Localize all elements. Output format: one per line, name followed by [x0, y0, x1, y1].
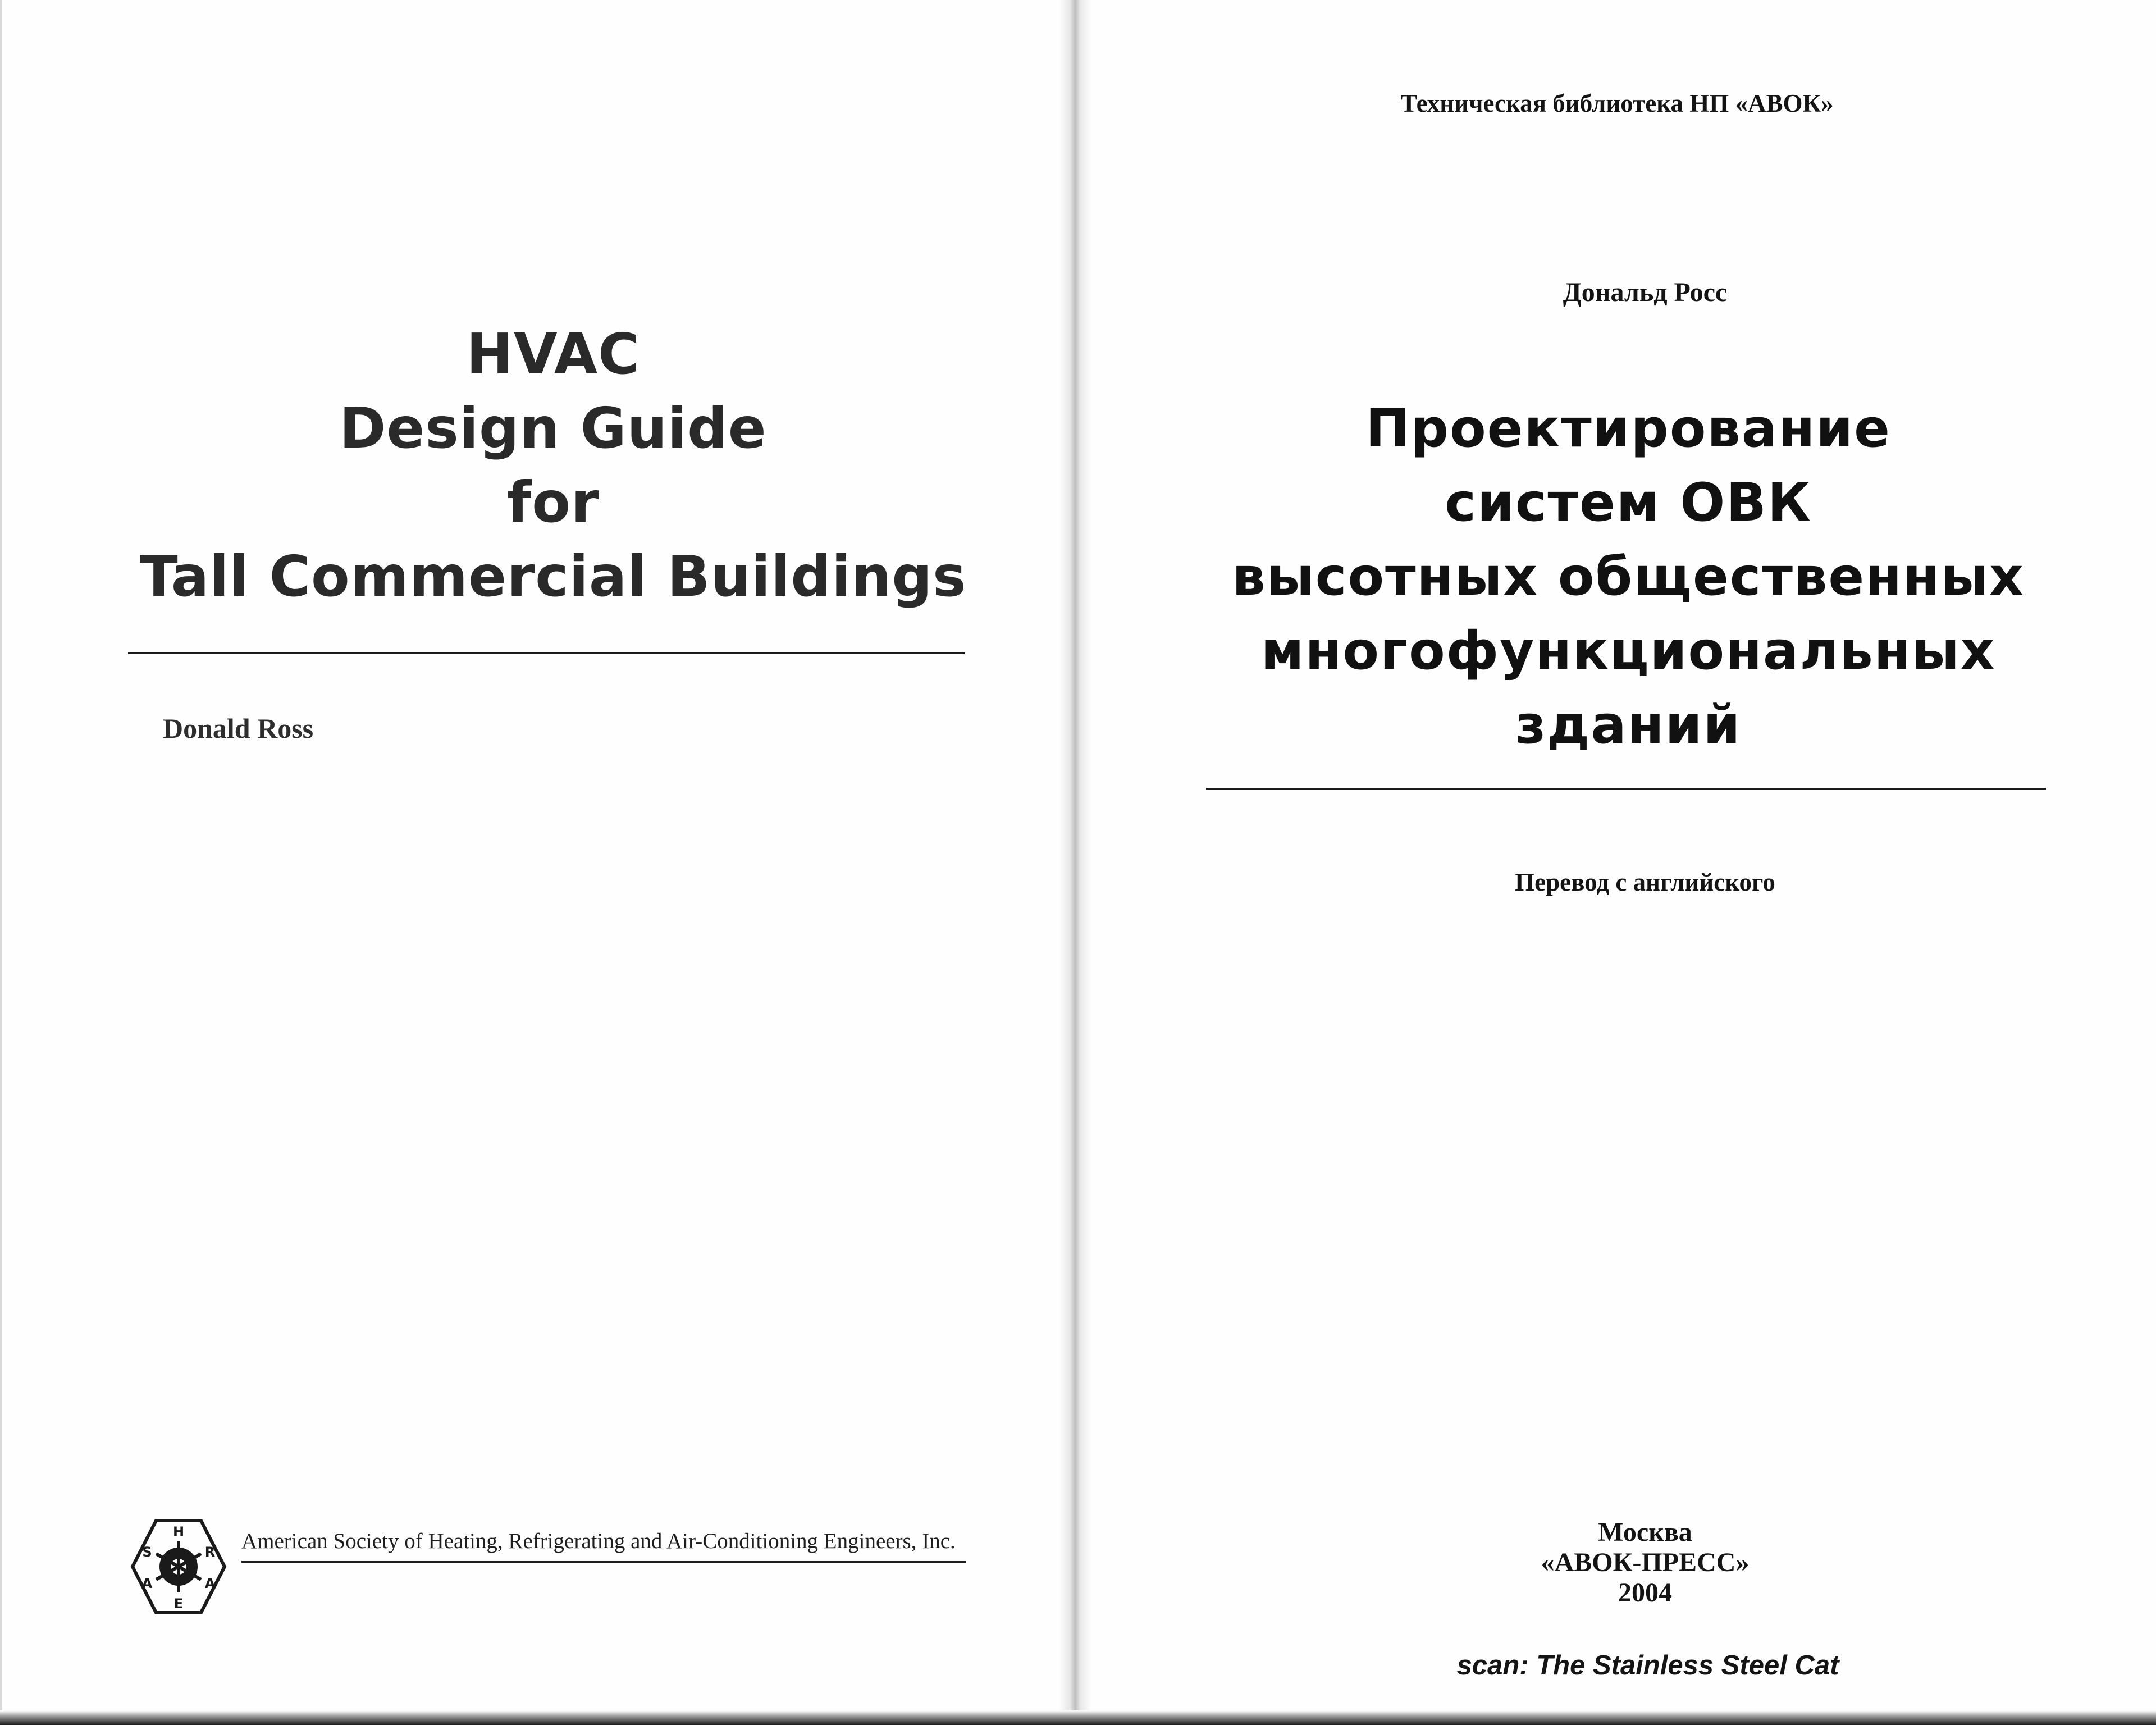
publisher-name-english: American Society of Heating, Refrigerating and Air-Conditioning Engineers, Inc.: [241, 1529, 956, 1553]
title-divider-right: [1206, 788, 2046, 790]
logo-letter: R: [204, 1544, 216, 1560]
imprint-block: [1449, 1517, 1842, 1608]
scan-credit: scan: The Stainless Steel Cat: [1456, 1650, 1839, 1681]
title-divider-left: [128, 652, 965, 654]
imprint-year: 2004: [1618, 1578, 1672, 1608]
russian-title-line: систем ОВК: [1445, 472, 1812, 533]
english-title-line: for: [506, 469, 600, 535]
english-title-line: HVAC: [466, 321, 640, 387]
logo-letter: H: [172, 1524, 185, 1540]
russian-title-line: высотных общественных: [1232, 546, 2025, 608]
logo-letter: A: [204, 1576, 216, 1591]
russian-title-line: Проектирование: [1365, 398, 1891, 459]
russian-title: [1179, 392, 2077, 763]
ashrae-logo-icon: [128, 1516, 229, 1617]
english-title-line: Design Guide: [339, 395, 767, 461]
right-page: [1074, 0, 2156, 1725]
book-spine-gutter: [1058, 0, 1092, 1725]
imprint-city: Москва: [1598, 1517, 1692, 1547]
logo-letter: S: [142, 1544, 152, 1560]
russian-author: Дональд Росс: [1563, 277, 1728, 307]
imprint-publisher: «АВОК-ПРЕСС»: [1541, 1548, 1750, 1577]
english-author: Donald Ross: [163, 713, 314, 744]
publisher-underline: [241, 1561, 966, 1563]
russian-title-line: многофункциональных: [1260, 620, 1996, 682]
logo-letter: A: [141, 1576, 153, 1591]
english-title: [95, 317, 1011, 614]
english-title-line: Tall Commercial Buildings: [139, 544, 967, 609]
series-name: Техническая библиотека НП «АВОК»: [1400, 89, 1834, 117]
russian-title-line: зданий: [1515, 695, 1742, 756]
scan-bottom-edge: [0, 1710, 2156, 1725]
translation-note: Перевод с английского: [1515, 868, 1775, 896]
left-page: [0, 0, 1074, 1725]
logo-letter: E: [173, 1596, 184, 1612]
